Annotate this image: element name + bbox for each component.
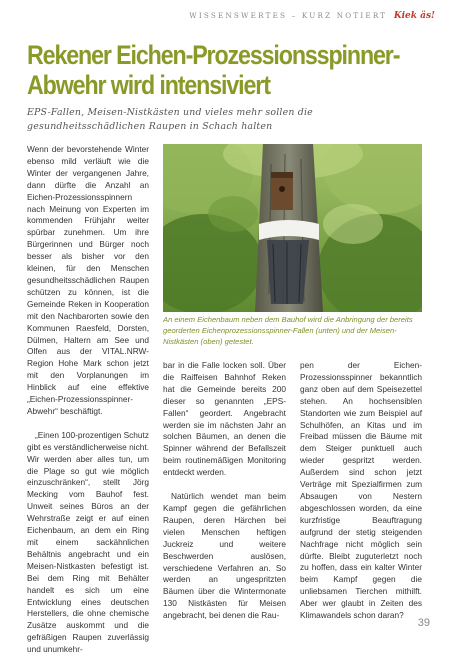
subtitle-line-2: gesundheitsschädlichen Raupen in Schach halten <box>27 121 273 132</box>
section-label: WISSENSWERTES – KURZ NOTIERT <box>189 11 388 20</box>
text-column-2 <box>163 360 286 622</box>
photo-caption: An einem Eichenbaum neben dem Bauhof wird die Anbringung der bereits georderten Eichenprozessionsspinner-Fallen (unten) und der Meisen-Nistkästen (oben) getestet. <box>163 315 413 346</box>
brand-logo-text: Kiek äs! <box>393 11 435 21</box>
text-column-1 <box>27 144 149 656</box>
title-line-2: Abwehr wird intensiviert <box>27 70 270 100</box>
article-subtitle <box>27 106 437 134</box>
paragraph: Natürlich wendet man beim Kampf gegen die gefährlichen Raupen, deren Härchen bei vielen Menschen heftigen Juckreiz und weitere Beschwerden auslösen, verschiedene Verfahren an. So werden an ungespritzten Bäumen über die Wintermonate 130 Nistkästen für Meisen angebracht, bei denen die Rau- <box>163 491 286 621</box>
article-photo <box>163 144 422 312</box>
subtitle-line-1: EPS-Fallen, Meisen-Nistkästen und vieles mehr sollen die <box>27 107 313 118</box>
text-column-3 <box>300 360 422 622</box>
article-title <box>27 40 400 100</box>
oak-tree-photo <box>163 144 422 312</box>
page-number: 39 <box>417 617 430 629</box>
paragraph: pen der Eichen-Prozessionsspinner bekanntlich ganz oben auf dem Speisezettel stehen. An hochsensiblen Standorten wie zum Beispiel auf Schulhöfen, an Kitas und im Freibad müssen die Bäume mit dem Steiger punktuell auch wieder gespritzt werden. Außerdem sind schon jetzt Verträge mit Spezialfirmen zum Absaugen von Nestern abgeschlossen worden, da eine kurzfristige Beauftragung aufgrund der stetig steigenden Nachfrage nicht möglich sein dürfte. Bleibt zuguterletzt noch zu hoffen, dass ein kalter Winter beim Kampf gegen die unliebsamen Tierchen mithilft. Aber wer glaubt in Zeiten des Klimawandels schon daran? <box>300 360 422 621</box>
running-header <box>189 11 435 21</box>
paragraph: „Einen 100-prozentigen Schutz gibt es verständlicherweise nicht. Wir werden aber alles tun, um die Plage so gut wie möglich einzuschränken“, stellt Jörg Mecking vom Bauhof fest. Unweit seines Büros an der Wehrstraße zeigt er auf einen Eichenbaum, an dem ein Ring mit einem sackähnlichen Behältnis angebracht und ein Meisen-Nistkasten befestigt ist. Bei dem Ring mit Behälter handelt es sich um eine Entwicklung eines deutschen Herstellers, die ohne chemische Zusätze auskommt und die gefräßigen Raupen zuverlässig und unumkehr- <box>27 429 149 655</box>
paragraph: Wenn der bevorstehende Winter ebenso mild verläuft wie die Winter der vergangenen Jahre, dann dürfte die Anzahl an Eichen-Prozessionsspinnern nach Meinung von Experten im kommenden Frühjahr weiter spürbar zunehmen. Um ihre Bürgerinnen und Bürger noch besser als bisher vor den kleinen, für den Menschen gesundheitsschädlichen Raupen schützen zu können, ist die Gemeinde Reken in Kooperation mit den Nachbarorten sowie den Kommunen Raesfeld, Dorsten, Dülmen, Haltern am See und Olfen aus der VITAL.NRW-Region Hohe Mark schon jetzt mit den Vorplanungen im Hinblick auf eine effektive „Eichen-Prozessionsspinner-Abwehr“ beschäftigt. <box>27 144 149 416</box>
paragraph: bar in die Falle locken soll. Über die Raiffeisen Bahnhof Reken hat die Gemeinde bereits 200 dieser so genannten „EPS-Fallen“ geordert. Angebracht werden sie im nächsten Jahr an solchen Bäumen, an denen die Spinner während der Befallszeit beim routinemäßigen Monitoring entdeckt werden. <box>163 360 286 478</box>
title-line-1: Rekener Eichen-Prozessionsspinner- <box>27 40 400 70</box>
